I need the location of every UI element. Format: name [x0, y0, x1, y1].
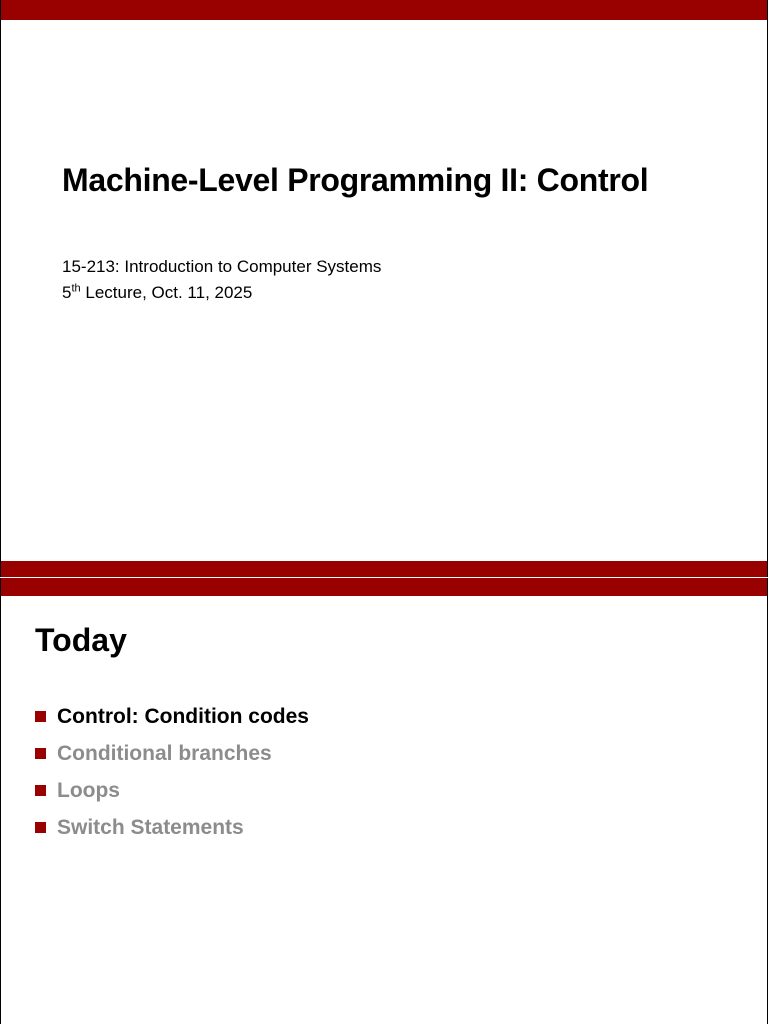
agenda-item-conditional-branches [35, 735, 309, 772]
slide-header-bar [1, 0, 767, 20]
lecture-ordinal-suffix: th [71, 282, 81, 295]
slide-footer-bar [1, 561, 767, 577]
square-bullet-icon [35, 785, 46, 796]
slide-title: Machine-Level Programming II: Control [62, 162, 649, 198]
square-bullet-icon [35, 748, 46, 759]
agenda-list [35, 698, 309, 846]
slide-subtitle [62, 254, 381, 306]
agenda-item-label: Control: Condition codes [57, 704, 309, 728]
agenda-item-condition-codes [35, 698, 309, 735]
lecture-date: Lecture, Oct. 11, 2025 [80, 283, 253, 302]
agenda-item-label: Loops [57, 778, 120, 802]
square-bullet-icon [35, 711, 46, 722]
lecture-number: 5 [62, 283, 72, 302]
agenda-item-label: Conditional branches [57, 741, 272, 765]
lecture-line [62, 280, 381, 306]
agenda-slide [0, 578, 768, 1024]
square-bullet-icon [35, 822, 46, 833]
agenda-item-switch-statements [35, 809, 309, 846]
agenda-item-label: Switch Statements [57, 815, 244, 839]
agenda-heading: Today [35, 622, 127, 658]
course-name: 15-213: Introduction to Computer Systems [62, 257, 382, 276]
slide-header-bar [1, 578, 767, 596]
agenda-item-loops [35, 772, 309, 809]
